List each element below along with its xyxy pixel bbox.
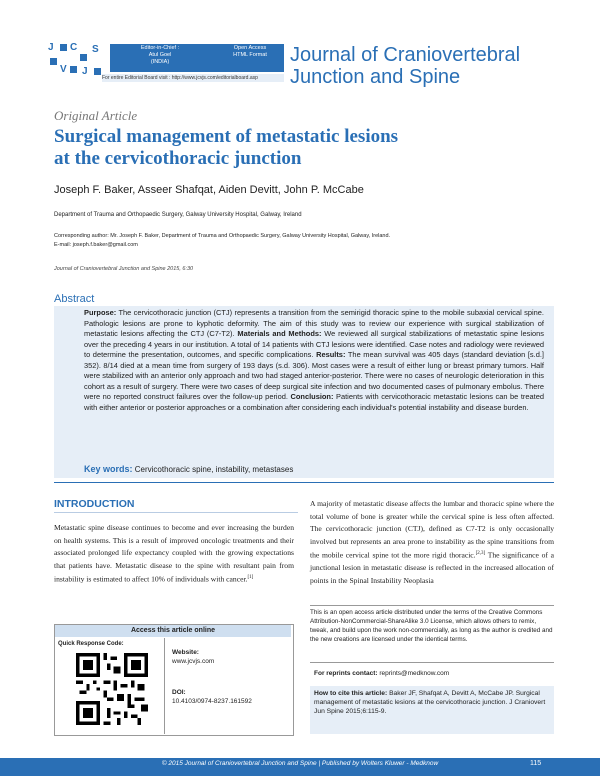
title-line2: at the cervicothoracic junction bbox=[54, 148, 302, 169]
intro-right-ref[interactable]: [2,3] bbox=[475, 551, 486, 556]
access-heading: Access this article online bbox=[55, 625, 291, 637]
editor-country: (INDIA) bbox=[150, 59, 170, 65]
intro-left-column bbox=[54, 522, 294, 586]
license-text: This is an open access article distributed under the terms of the Creative Commons Attribution-NonCommercial-ShareAlike 3.0 License, which allows others to remix, tweak, and build upon the work non-commercially, as long as the author is credited and the new creations are licensed under the identical terms. bbox=[310, 605, 554, 663]
access-divider bbox=[164, 638, 165, 734]
keywords-label: Key words: bbox=[84, 464, 133, 474]
doi-label: DOI: bbox=[172, 689, 186, 696]
how-to-cite bbox=[310, 686, 554, 734]
website-label: Website: bbox=[172, 649, 199, 656]
website-block bbox=[172, 648, 214, 666]
intro-left-text: Metastatic spine disease continues to become and ever increasing the burden on health systems. This is a result of improved oncologic treatments and their associated prolonged life expectancy coupled with the growing expectations that patients have. Metastatic disease to the spine with resultant pain from instability is estimated to affect 10% of individuals with cancer. bbox=[54, 523, 294, 584]
keywords-text: Cervicothoracic spine, instability, metastases bbox=[132, 465, 294, 474]
logo-letter-s: S bbox=[92, 44, 99, 55]
doi-value[interactable]: 10.4103/0974-8237.161592 bbox=[172, 698, 252, 705]
intro-left-ref[interactable]: [1] bbox=[247, 575, 254, 580]
reprints bbox=[314, 670, 449, 677]
conclusion-label: Conclusion: bbox=[290, 392, 334, 402]
logo-letter-j: J bbox=[48, 42, 54, 53]
reprints-label: For reprints contact: bbox=[314, 670, 378, 677]
editor-info bbox=[112, 45, 208, 66]
corresponding-author bbox=[54, 232, 390, 250]
reprints-email[interactable]: reprints@medknow.com bbox=[377, 670, 450, 677]
results-text: The mean survival was 405 days (standard deviation [s.d.] 352). 8/14 died at a mean time from surgery of 193 days (s.d. 306). Most cases were a result of either lung or breast primary tumors. Half were stabilized with an anterior only approach and two had staged anterior-posterior. There were no cases of neurologic deterioration in this cohort as a result of surgery. There were two cases of deep surgical site infection and two documented cases of pulmonary embolus. There were no reported construct failures over the follow-up period. bbox=[84, 350, 544, 402]
affiliation: Department of Trauma and Orthopaedic Surgery, Galway University Hospital, Galway, Ireland bbox=[54, 212, 302, 218]
results-label: Results: bbox=[316, 350, 346, 360]
open-access-info bbox=[218, 45, 282, 59]
keywords bbox=[84, 464, 293, 474]
intro-right-text-b: The significance of a junctional lesion in metastatic disease is reflected in the increased allocation of points in the Spinal Instability Neoplasia bbox=[310, 550, 554, 585]
title-line1: Surgical management of metastatic lesions bbox=[54, 126, 399, 147]
doi-block bbox=[172, 688, 252, 706]
intro-right-column bbox=[310, 498, 554, 587]
abstract-heading: Abstract bbox=[54, 293, 95, 305]
intro-right-text-a: A majority of metastatic disease affects the lumbar and thoracic spine where the total volume of bone is greater while the cervical spine is less often affected. The cervicothoracic junction (CTJ), defined as C7-T2 is only occasionally involved but represents an area prone to instability as the spine transitions from the mobile cervical spine tot the more rigid thoracic. bbox=[310, 499, 554, 560]
purpose-text: The cervicothoracic junction (CTJ) represents a transition from the semirigid thoracic spine to the mobile subaxial cervical spine. Pathologic lesions are prone to kyphotic deformity. The aim of this study was to review our experience with surgical stabilization of metastatic lesions affecting the CTJ (C7-T2). bbox=[84, 308, 544, 339]
journal-citation: Journal of Craniovertebral Junction and Spine 2015, 6:30 bbox=[54, 266, 194, 272]
article-type: Original Article bbox=[54, 108, 138, 123]
journal-name-line2: Junction and Spine bbox=[290, 66, 461, 88]
journal-name-line1: Journal of Craniovertebral bbox=[290, 44, 521, 66]
qr-code[interactable] bbox=[76, 653, 148, 725]
methods-text: We reviewed all surgical stabilizations of metastatic spine lesions over the preceding 4 years in our institution. A total of 14 patients with CTJ lesions were identified. Case notes and radiology were reviewed to determine the presentation, outcomes, and specific complications. bbox=[84, 329, 544, 360]
editorial-board-link[interactable]: For entire Editorial Board visit : http://www.jcvjs.com/editorialboard.asp bbox=[102, 74, 284, 82]
logo-letter-j2: J bbox=[82, 66, 88, 77]
journal-name bbox=[290, 44, 520, 88]
oa-format: HTML Format bbox=[233, 52, 267, 58]
authors: Joseph F. Baker, Asseer Shafqat, Aiden Devitt, John P. McCabe bbox=[54, 184, 364, 196]
oa-label: Open Access bbox=[233, 45, 267, 51]
email: E-mail: joseph.f.baker@gmail.com bbox=[54, 242, 138, 248]
article-title bbox=[54, 126, 454, 170]
journal-logo bbox=[48, 42, 104, 82]
editor-name: Atul Goel bbox=[148, 52, 172, 58]
abstract-text bbox=[84, 308, 544, 413]
cite-label: How to cite this article: bbox=[314, 690, 388, 697]
corresponding-text: Corresponding author: Mr. Joseph F. Baker, Department of Trauma and Orthopaedic Surgery, Galway University Hospital, Galway, Ireland. bbox=[54, 233, 391, 239]
page-number: 115 bbox=[530, 760, 542, 767]
website-link[interactable]: www.jcvjs.com bbox=[172, 658, 215, 665]
methods-label: Materials and Methods: bbox=[237, 329, 322, 339]
purpose-label: Purpose: bbox=[84, 308, 117, 317]
logo-letter-v: V bbox=[60, 64, 67, 75]
heading-underline bbox=[54, 512, 298, 513]
section-divider bbox=[54, 482, 554, 483]
introduction-heading: INTRODUCTION bbox=[54, 498, 135, 510]
cite-text: Baker JF, Shafqat A, Devitt A, McCabe JP. Surgical management of metastatic lesions at the cervicothoracic junction. J Craniovert Jun Spine 2015;6:115-9. bbox=[314, 690, 546, 715]
editor-label: Editor-in-Chief : bbox=[140, 45, 180, 51]
conclusion-text: Patients with cervicothoracic metastatic lesions can be treated with either anterior or posterior approaches or a combination after considering each individual's potential instability and disease burden. bbox=[84, 392, 545, 412]
logo-letter-c: C bbox=[70, 42, 78, 53]
qr-label: Quick Response Code: bbox=[58, 641, 124, 647]
footer-text: © 2015 Journal of Craniovertebral Junction and Spine | Published by Wolters Kluwer - Medknow bbox=[161, 760, 439, 767]
